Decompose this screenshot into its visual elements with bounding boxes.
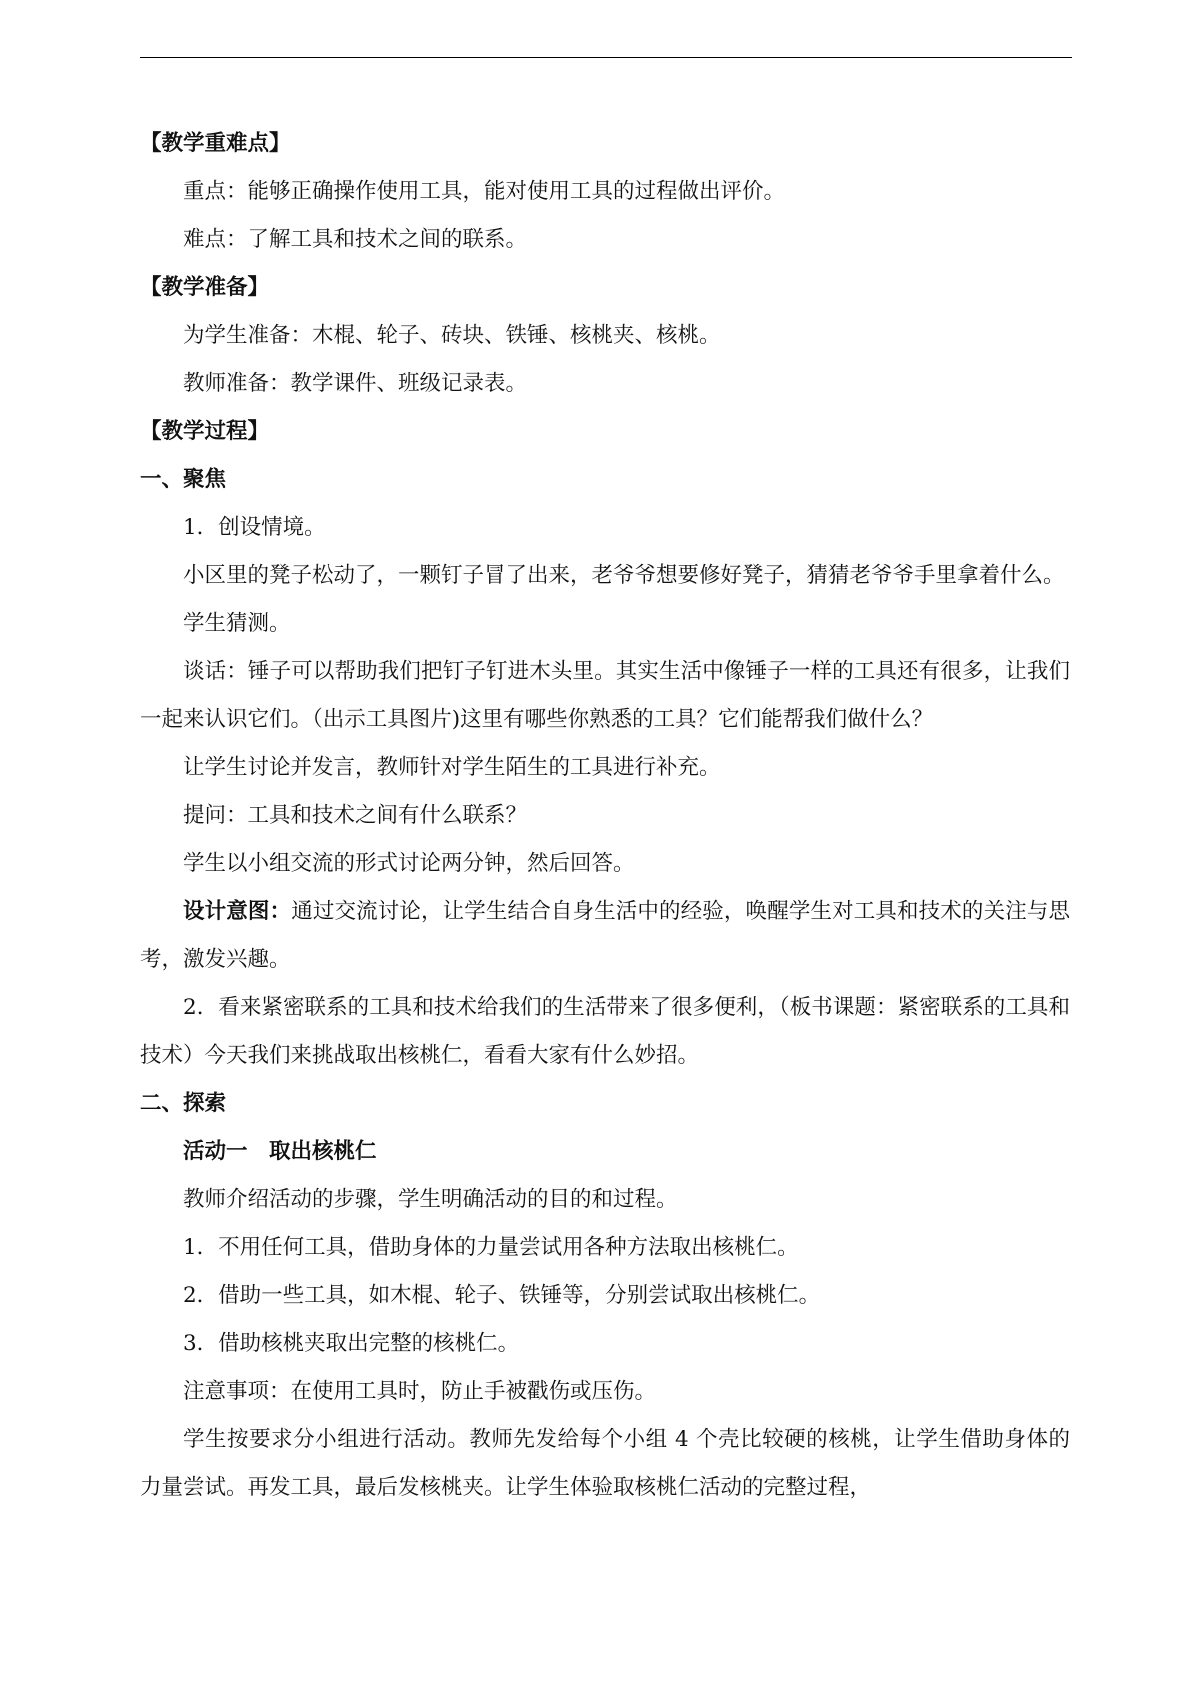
scenario-text: 小区里的凳子松动了，一颗钉子冒了出来，老爷爷想要修好凳子，猜猜老爷爷手里拿着什么。: [183, 563, 1065, 588]
focus-heading: 一、聚焦: [140, 467, 227, 492]
design-intent: [140, 888, 1070, 984]
key-point: 重点：能够正确操作使用工具，能对使用工具的过程做出评价。: [183, 179, 786, 204]
explore-heading: 二、探索: [140, 1091, 227, 1116]
student-prep: 为学生准备：木棍、轮子、砖块、铁锤、核桃夹、核桃。: [183, 323, 721, 348]
question-text: 提问：工具和技术之间有什么联系？: [183, 803, 528, 828]
activity-description: 学生按要求分小组进行活动。教师先发给每个小组 4 个壳比较硬的核桃，让学生借助身体的力量尝试。再发工具，最后发核桃夹。让学生体验取核桃仁活动的完整过程，: [140, 1427, 1070, 1500]
activity-title: 活动一 取出核桃仁: [183, 1139, 377, 1164]
process-heading: 【教学过程】: [140, 419, 270, 444]
activity-intro: 教师介绍活动的步骤，学生明确活动的目的和过程。: [183, 1187, 678, 1212]
document-body: [140, 120, 1070, 1512]
design-intent-text: 通过交流讨论，让学生结合自身生活中的经验，唤醒学生对工具和技术的关注与思考，激发兴趣。: [140, 899, 1070, 972]
answer-text: 学生以小组交流的形式讨论两分钟，然后回答。: [183, 851, 635, 876]
preparation-heading: 【教学准备】: [140, 275, 270, 300]
discuss-text: 让学生讨论并发言，教师针对学生陌生的工具进行补充。: [183, 755, 721, 780]
teacher-prep: 教师准备：教学课件、班级记录表。: [183, 371, 528, 396]
focus-item-1: 1．创设情境。: [183, 515, 326, 540]
key-points-heading: 【教学重难点】: [140, 131, 291, 156]
guess-text: 学生猜测。: [183, 611, 291, 636]
activity-step-1: 1．不用任何工具，借助身体的力量尝试用各种方法取出核桃仁。: [183, 1235, 799, 1260]
difficult-point: 难点：了解工具和技术之间的联系。: [183, 227, 528, 252]
caution-text: 注意事项：在使用工具时，防止手被戳伤或压伤。: [183, 1379, 657, 1404]
activity-step-2: 2．借助一些工具，如木棍、轮子、铁锤等，分别尝试取出核桃仁。: [183, 1283, 821, 1308]
header-rule: [140, 57, 1072, 58]
design-intent-label: 设计意图：: [183, 899, 292, 924]
talk-text: 谈话：锤子可以帮助我们把钉子钉进木头里。其实生活中像锤子一样的工具还有很多，让我们一起来认识它们。（出示工具图片)这里有哪些你熟悉的工具？它们能帮我们做什么？: [140, 659, 1070, 732]
focus-item-2: 2．看来紧密联系的工具和技术给我们的生活带来了很多便利，（板书课题：紧密联系的工具和技术）今天我们来挑战取出核桃仁，看看大家有什么妙招。: [140, 995, 1070, 1068]
activity-step-3: 3．借助核桃夹取出完整的核桃仁。: [183, 1331, 520, 1356]
